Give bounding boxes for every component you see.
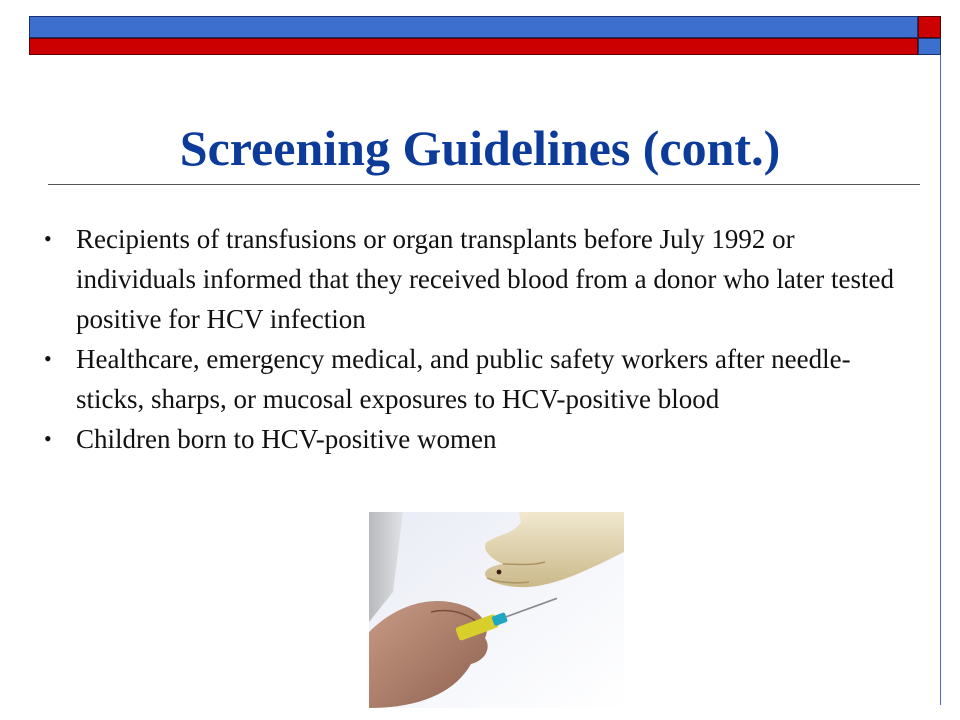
bullet-item-healthcare <box>44 339 914 419</box>
title-underline <box>48 184 920 185</box>
bullet-marker: • <box>44 426 52 451</box>
bullet-item-transfusion <box>44 219 914 339</box>
needle-stick-illustration <box>369 512 624 708</box>
bullet-text: Recipients of transfusions or organ transplants before July 1992 or individuals informed that they received blood from a donor who later tested positive for HCV infection <box>76 224 895 334</box>
bullet-marker: • <box>44 346 52 371</box>
needle-puncture-mark <box>497 570 502 575</box>
slide-title: Screening Guidelines (cont.) <box>179 120 781 176</box>
corner-square-blue <box>918 38 941 55</box>
header-band-blue <box>29 16 918 38</box>
bullet-marker: • <box>44 226 52 251</box>
bullet-text: Healthcare, emergency medical, and public safety workers after needle-sticks, sharps, or mucosal exposures to HCV-positive blood <box>76 344 851 414</box>
corner-square-red <box>918 16 941 38</box>
bullet-item-children <box>44 419 914 459</box>
bullet-text: Children born to HCV-positive women <box>76 424 497 454</box>
header-band-red <box>29 38 918 55</box>
bullet-list <box>44 219 914 459</box>
needle-stick-photo <box>369 512 624 708</box>
